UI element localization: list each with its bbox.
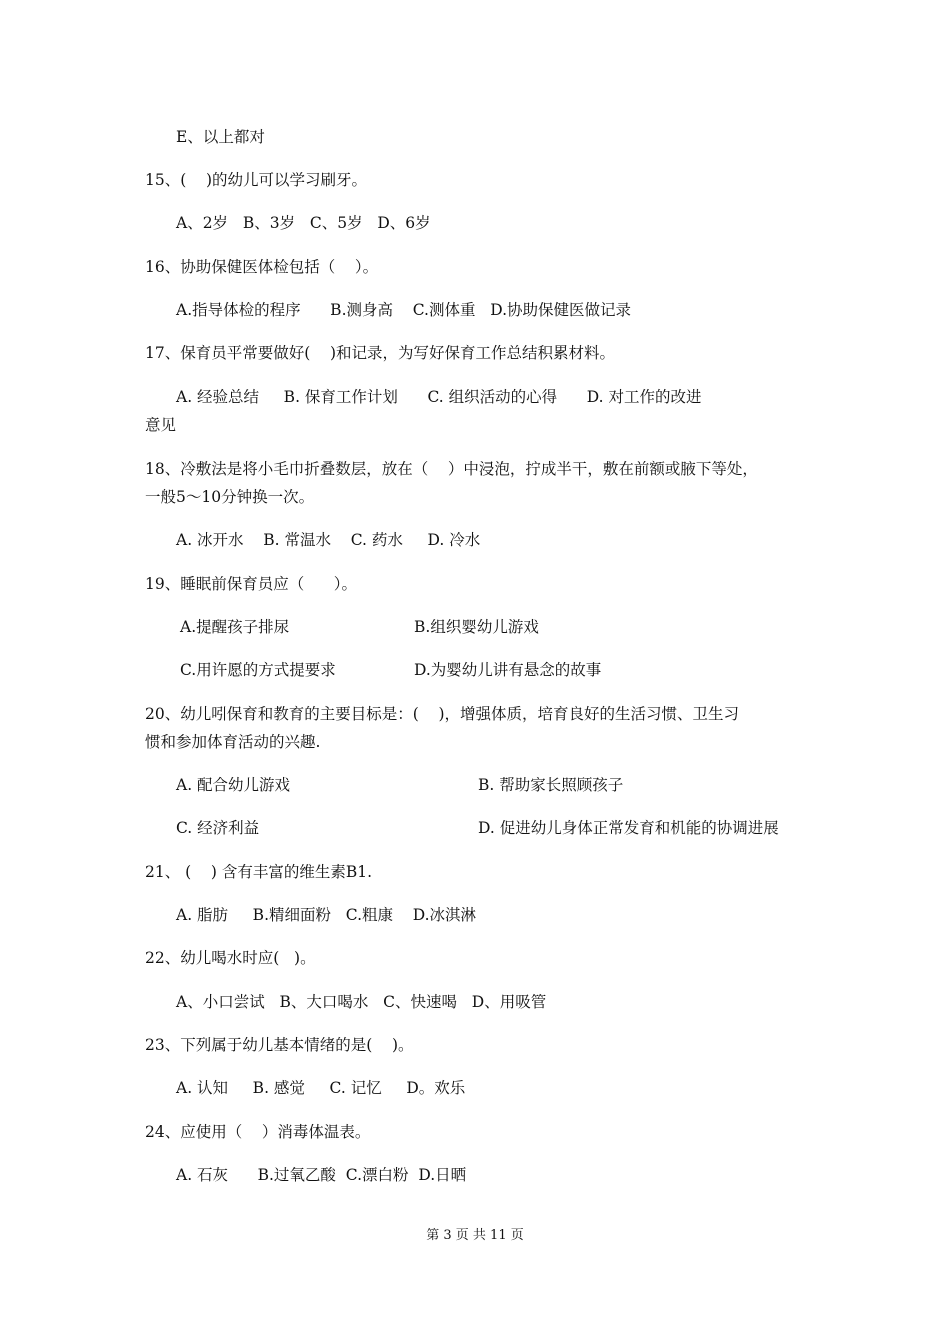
options-21: A. 脂肪 B.精细面粉 C.粗康 D.冰淇淋: [176, 906, 477, 924]
options-24: A. 石灰 B.过氧乙酸 C.漂白粉 D.日晒: [176, 1166, 467, 1184]
question-23: 23、下列属于幼儿基本情绪的是( )。: [145, 1036, 414, 1054]
option-20-b: B. 帮助家长照顾孩子: [478, 776, 624, 794]
question-18-continued: 一般5～10分钟换一次。: [145, 488, 315, 506]
options-17-continued: 意见: [145, 416, 177, 434]
question-18: 18、冷敷法是将小毛巾折叠数层，放在（ ）中浸泡，拧成半干，敷在前额或腋下等处，: [145, 460, 758, 478]
option-19-c: C.用许愿的方式提要求: [180, 661, 336, 679]
option-20-c: C. 经济利益: [176, 819, 260, 837]
question-17: 17、保育员平常要做好( )和记录，为写好保育工作总结积累材料。: [145, 344, 616, 362]
option-20-a: A. 配合幼儿游戏: [176, 776, 291, 794]
options-23: A. 认知 B. 感觉 C. 记忆 D。欢乐: [176, 1079, 466, 1097]
option-19-d: D.为婴幼儿讲有悬念的故事: [414, 661, 602, 679]
options-18: A. 冰开水 B. 常温水 C. 药水 D. 冷水: [176, 531, 481, 549]
option-19-a: A.提醒孩子排尿: [180, 618, 290, 636]
question-20: 20、幼儿吲保育和教育的主要目标是：( )，增强体质，培育良好的生活习惯、卫生习: [145, 705, 740, 723]
question-24: 24、应使用（ ）消毒体温表。: [145, 1123, 371, 1141]
option-19-b: B.组织婴幼儿游戏: [414, 618, 539, 636]
option-line: E、以上都对: [176, 128, 265, 146]
question-21: 21、 ( ) 含有丰富的维生素B1.: [145, 863, 373, 881]
options-22: A、小口尝试 B、大口喝水 C、快速喝 D、用吸管: [176, 993, 547, 1011]
page-footer: 第 3 页 共 11 页: [426, 1228, 524, 1243]
options-17: A. 经验总结 B. 保育工作计划 C. 组织活动的心得 D. 对工作的改进: [176, 388, 702, 406]
question-22: 22、幼儿喝水时应( )。: [145, 949, 316, 967]
options-16: A.指导体检的程序 B.测身高 C.测体重 D.协助保健医做记录: [176, 301, 632, 319]
option-20-d: D. 促进幼儿身体正常发育和机能的协调进展: [478, 819, 779, 837]
options-15: A、2岁 B、3岁 C、5岁 D、6岁: [176, 214, 431, 232]
question-19: 19、睡眠前保育员应（ ）。: [145, 575, 358, 593]
question-16: 16、协助保健医体检包括（ ）。: [145, 258, 379, 276]
question-15: 15、( )的幼儿可以学习刷牙。: [145, 171, 368, 189]
question-20-continued: 惯和参加体育活动的兴趣.: [145, 733, 321, 751]
